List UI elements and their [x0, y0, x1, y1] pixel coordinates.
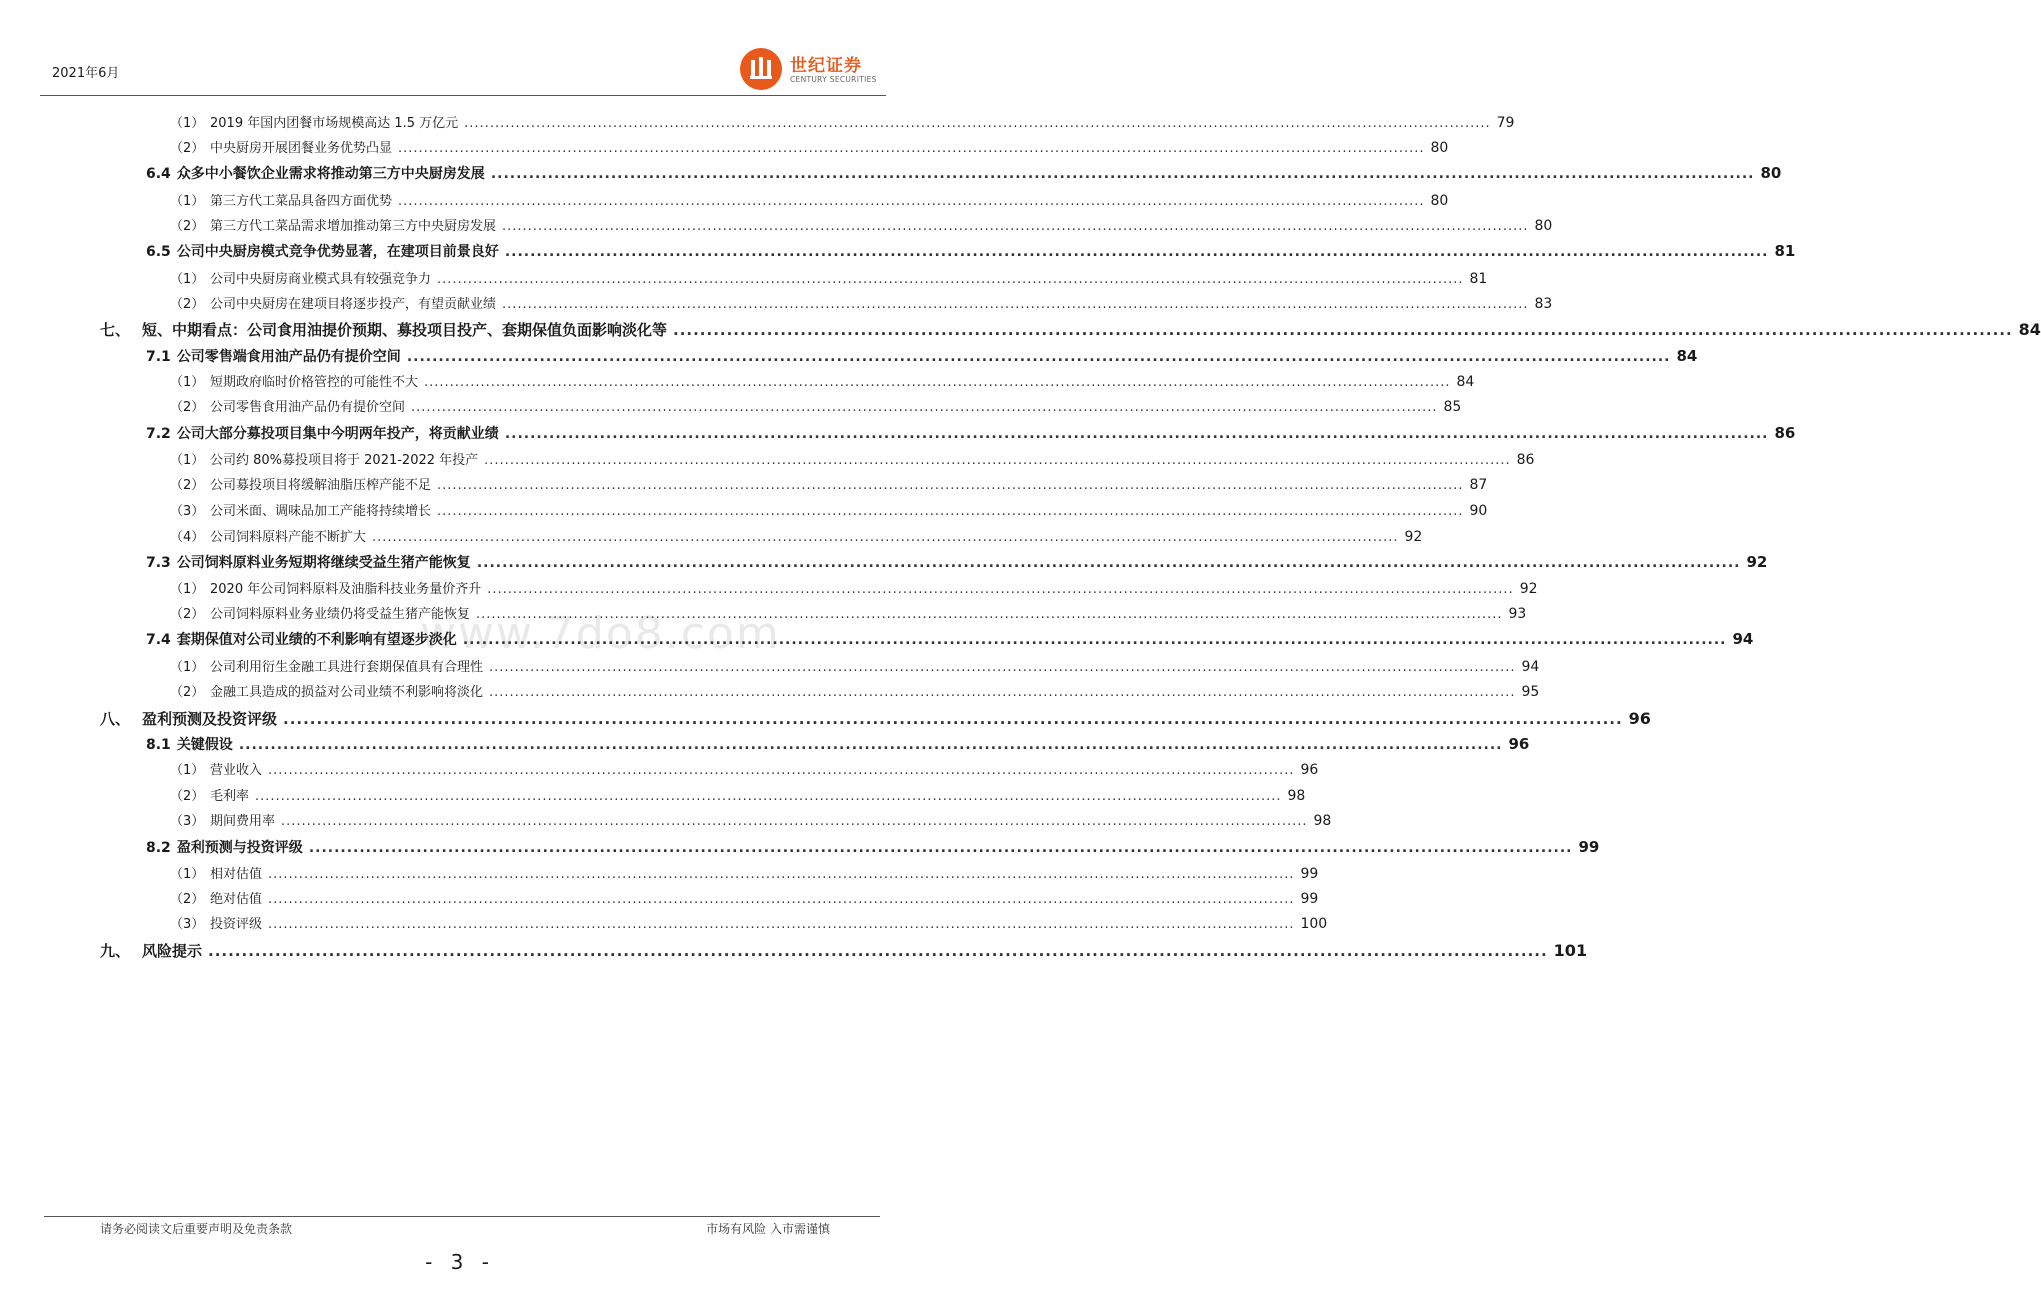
toc-entry[interactable]	[170, 137, 1449, 159]
toc-entry-title: 短期政府临时价格管控的可能性不大	[210, 375, 419, 390]
toc-entry-number: （2）	[170, 478, 205, 493]
toc-entry-page: 80	[1430, 140, 1449, 156]
toc-entry-page: 99	[1300, 866, 1319, 882]
toc-entry-number: （4）	[170, 530, 205, 545]
toc-entry-title: 公司利用衍生金融工具进行套期保值具有合理性	[210, 660, 484, 675]
toc-entry-number: 7.3	[146, 555, 171, 571]
toc-entry-title: 公司零售食用油产品仍有提价空间	[210, 400, 406, 415]
toc-dot-leader: ........................................................................................................................................................................................................	[476, 555, 1741, 571]
toc-entry-page: 81	[1469, 271, 1488, 287]
toc-entry[interactable]	[170, 449, 1535, 471]
toc-entry-title: 2020 年公司饲料原料及油脂科技业务量价齐升	[210, 582, 482, 597]
toc-entry[interactable]	[100, 708, 1651, 730]
toc-entry-title: 公司饲料原料产能不断扩大	[210, 530, 367, 545]
toc-entry-number: 8.1	[146, 737, 171, 753]
toc-entry-title: 公司中央厨房在建项目将逐步投产，有望贡献业绩	[210, 297, 497, 312]
toc-entry-number: （2）	[170, 607, 205, 622]
toc-dot-leader: ........................................................................................................................................................................................................	[464, 116, 1491, 131]
toc-entry-title: 中央厨房开展团餐业务优势凸显	[210, 141, 393, 156]
toc-dot-leader: ........................................................................................................................................................................................................	[476, 607, 1503, 622]
toc-entry-number: （2）	[170, 297, 205, 312]
toc-entry-number: （1）	[170, 194, 205, 209]
toc-entry[interactable]	[146, 163, 1782, 185]
toc-entry-number: （2）	[170, 892, 205, 907]
toc-entry-number: 八、	[100, 710, 131, 728]
toc-dot-leader: ........................................................................................................................................................................................................	[255, 789, 1282, 804]
toc-dot-leader: ........................................................................................................................................................................................................	[504, 244, 1769, 260]
toc-dot-leader: ........................................................................................................................................................................................................	[437, 504, 1464, 519]
toc-entry-number: （1）	[170, 763, 205, 778]
toc-entry-title: 绝对估值	[210, 892, 263, 907]
toc-dot-leader: ........................................................................................................................................................................................................	[268, 763, 1295, 778]
toc-entry[interactable]	[170, 913, 1328, 935]
toc-entry[interactable]	[170, 215, 1553, 237]
toc-entry-title: 公司募投项目将缓解油脂压榨产能不足	[210, 478, 432, 493]
toc-entry[interactable]	[146, 346, 1698, 368]
toc-entry-title: 期间费用率	[210, 814, 276, 829]
toc-dot-leader: ........................................................................................................................................................................................................	[208, 942, 1548, 960]
toc-entry[interactable]	[146, 241, 1796, 263]
toc-entry-title: 公司饲料原料业务业绩仍将受益生猪产能恢复	[210, 607, 471, 622]
toc-entry-page: 101	[1553, 941, 1588, 960]
toc-dot-leader: ........................................................................................................................................................................................................	[268, 917, 1295, 932]
toc-entry-number: （2）	[170, 141, 205, 156]
toc-entry-page: 84	[1676, 347, 1698, 365]
toc-entry-number: 7.2	[146, 426, 171, 442]
toc-entry[interactable]	[100, 940, 1588, 962]
toc-entry[interactable]	[146, 629, 1754, 651]
toc-dot-leader: ........................................................................................................................................................................................................	[484, 453, 1511, 468]
toc-dot-leader: ........................................................................................................................................................................................................	[502, 219, 1529, 234]
toc-entry-title: 关键假设	[176, 737, 233, 753]
toc-dot-leader: ........................................................................................................................................................................................................	[398, 194, 1425, 209]
toc-dot-leader: ........................................................................................................................................................................................................	[406, 349, 1671, 365]
toc-entry-page: 95	[1521, 684, 1540, 700]
toc-dot-leader: ........................................................................................................................................................................................................	[437, 272, 1464, 287]
toc-entry[interactable]	[170, 526, 1423, 548]
toc-dot-leader: ........................................................................................................................................................................................................	[424, 375, 1451, 390]
toc-entry[interactable]	[170, 474, 1488, 496]
logo-name-cn: 世纪证券	[790, 56, 862, 76]
toc-entry-number: （2）	[170, 685, 205, 700]
toc-entry-title: 公司中央厨房模式竞争优势显著，在建项目前景良好	[176, 244, 499, 260]
toc-entry-title: 短、中期看点：公司食用油提价预期、募投项目投产、套期保值负面影响淡化等	[142, 321, 668, 339]
toc-dot-leader: ........................................................................................................................................................................................................	[490, 166, 1755, 182]
toc-entry-number: （2）	[170, 789, 205, 804]
toc-entry[interactable]	[170, 759, 1319, 781]
toc-dot-leader: ........................................................................................................................................................................................................	[489, 685, 1516, 700]
toc-entry[interactable]	[170, 293, 1553, 315]
toc-entry[interactable]	[146, 734, 1530, 756]
toc-entry-number: 6.5	[146, 244, 171, 260]
toc-entry-page: 99	[1578, 838, 1600, 856]
toc-entry-number: （1）	[170, 272, 205, 287]
company-logo	[740, 48, 880, 90]
toc-entry[interactable]	[170, 863, 1319, 885]
toc-entry-title: 公司零售端食用油产品仍有提价空间	[176, 349, 401, 365]
toc-dot-leader: ........................................................................................................................................................................................................	[281, 814, 1308, 829]
toc-entry-number: （1）	[170, 660, 205, 675]
toc-entry-page: 96	[1300, 762, 1319, 778]
toc-dot-leader: ........................................................................................................................................................................................................	[489, 660, 1516, 675]
toc-entry-number: （3）	[170, 814, 205, 829]
toc-entry-title: 2019 年国内团餐市场规模高达 1.5 万亿元	[210, 116, 459, 131]
toc-entry-title: 公司大部分募投项目集中今明两年投产，将贡献业绩	[176, 426, 499, 442]
toc-entry-page: 98	[1313, 813, 1332, 829]
toc-entry-number: 九、	[100, 942, 131, 960]
toc-entry-title: 相对估值	[210, 867, 263, 882]
toc-entry[interactable]	[170, 371, 1475, 393]
toc-entry-page: 100	[1300, 916, 1328, 932]
toc-dot-leader: ........................................................................................................................................................................................................	[283, 710, 1623, 728]
toc-entry-page: 86	[1774, 424, 1796, 442]
toc-entry-number: 8.2	[146, 840, 171, 856]
toc-entry-number: （2）	[170, 400, 205, 415]
toc-entry[interactable]	[146, 552, 1768, 574]
toc-entry-number: （1）	[170, 375, 205, 390]
toc-dot-leader: ........................................................................................................................................................................................................	[238, 737, 1503, 753]
header-divider	[40, 95, 886, 96]
toc-dot-leader: ........................................................................................................................................................................................................	[673, 321, 2013, 339]
toc-entry-title: 公司约 80%募投项目将于 2021-2022 年投产	[210, 453, 479, 468]
toc-entry-title: 盈利预测及投资评级	[142, 710, 278, 728]
toc-dot-leader: ........................................................................................................................................................................................................	[268, 892, 1295, 907]
toc-entry-page: 86	[1516, 452, 1535, 468]
toc-entry[interactable]	[170, 785, 1306, 807]
watermark: www.7do8.com	[420, 608, 781, 659]
toc-dot-leader: ........................................................................................................................................................................................................	[462, 632, 1727, 648]
toc-dot-leader: ........................................................................................................................................................................................................	[437, 478, 1464, 493]
toc-entry-page: 98	[1287, 788, 1306, 804]
toc-entry-number: 七、	[100, 321, 131, 339]
toc-entry-page: 94	[1732, 630, 1754, 648]
toc-entry-number: （1）	[170, 453, 205, 468]
toc-entry-page: 85	[1443, 399, 1462, 415]
toc-entry-title: 盈利预测与投资评级	[176, 840, 303, 856]
toc-entry[interactable]	[170, 603, 1527, 625]
toc-entry-number: （1）	[170, 116, 205, 131]
toc-entry-page: 87	[1469, 477, 1488, 493]
toc-entry-number: （3）	[170, 504, 205, 519]
toc-entry[interactable]	[170, 112, 1515, 134]
toc-entry-page: 90	[1469, 503, 1488, 519]
toc-entry[interactable]	[170, 500, 1488, 522]
toc-entry-page: 92	[1746, 553, 1768, 571]
toc-entry[interactable]	[170, 578, 1538, 600]
toc-dot-leader: ........................................................................................................................................................................................................	[502, 297, 1529, 312]
toc-entry[interactable]	[170, 888, 1319, 910]
toc-entry-number: 7.1	[146, 349, 171, 365]
toc-entry[interactable]	[170, 190, 1449, 212]
toc-entry-title: 第三方代工菜品具备四方面优势	[210, 194, 393, 209]
toc-entry-title: 众多中小餐饮企业需求将推动第三方中央厨房发展	[176, 166, 485, 182]
toc-entry-title: 公司米面、调味品加工产能将持续增长	[210, 504, 432, 519]
toc-entry-page: 96	[1508, 735, 1530, 753]
toc-entry-title: 公司中央厨房商业模式具有较强竞争力	[210, 272, 432, 287]
toc-entry-title: 公司饲料原料业务短期将继续受益生猪产能恢复	[176, 555, 471, 571]
toc-entry-page: 99	[1300, 891, 1319, 907]
toc-entry-page: 80	[1430, 193, 1449, 209]
toc-dot-leader: ........................................................................................................................................................................................................	[411, 400, 1438, 415]
toc-entry[interactable]	[170, 656, 1540, 678]
logo-emblem-icon	[740, 48, 782, 90]
logo-name-en: CENTURY SECURITIES	[790, 75, 877, 84]
toc-entry-page: 94	[1521, 659, 1540, 675]
toc-entry-title: 毛利率	[210, 789, 250, 804]
toc-entry-number: （1）	[170, 867, 205, 882]
toc-entry-number: （1）	[170, 582, 205, 597]
toc-entry-number: 6.4	[146, 166, 171, 182]
report-date: 2021年6月	[52, 66, 120, 81]
toc-entry-title: 投资评级	[210, 917, 263, 932]
toc-entry-number: 7.4	[146, 632, 171, 648]
toc-entry-page: 79	[1496, 115, 1515, 131]
toc-dot-leader: ........................................................................................................................................................................................................	[398, 141, 1425, 156]
toc-dot-leader: ........................................................................................................................................................................................................	[487, 582, 1514, 597]
toc-entry-page: 92	[1404, 529, 1423, 545]
toc-dot-leader: ........................................................................................................................................................................................................	[268, 867, 1295, 882]
toc-entry[interactable]	[146, 837, 1600, 859]
toc-entry-title: 营业收入	[210, 763, 263, 778]
toc-entry[interactable]	[146, 423, 1796, 445]
toc-entry-page: 83	[1534, 296, 1553, 312]
toc-dot-leader: ........................................................................................................................................................................................................	[372, 530, 1399, 545]
toc-entry-page: 96	[1628, 709, 1651, 728]
toc-entry[interactable]	[170, 396, 1462, 418]
toc-entry-page: 81	[1774, 242, 1796, 260]
toc-entry-page: 93	[1508, 606, 1527, 622]
toc-entry-page: 84	[2018, 320, 2041, 339]
page-number: - 3 -	[425, 1250, 495, 1274]
toc-entry[interactable]	[170, 681, 1540, 703]
toc-entry-title: 第三方代工菜品需求增加推动第三方中央厨房发展	[210, 219, 497, 234]
toc-entry-page: 80	[1760, 164, 1782, 182]
risk-warning: 市场有风险 入市需谨慎	[706, 1222, 830, 1236]
toc-entry-page: 84	[1456, 374, 1475, 390]
toc-entry-title: 套期保值对公司业绩的不利影响有望逐步淡化	[176, 632, 457, 648]
toc-entry-title: 金融工具造成的损益对公司业绩不利影响将淡化	[210, 685, 484, 700]
toc-entry-page: 92	[1519, 581, 1538, 597]
toc-entry-number: （3）	[170, 917, 205, 932]
toc-entry-page: 80	[1534, 218, 1553, 234]
toc-dot-leader: ........................................................................................................................................................................................................	[308, 840, 1573, 856]
toc-entry[interactable]	[170, 810, 1332, 832]
disclaimer-note: 请务必阅读文后重要声明及免责条款	[100, 1222, 293, 1236]
toc-entry[interactable]	[100, 319, 2041, 341]
toc-dot-leader: ........................................................................................................................................................................................................	[504, 426, 1769, 442]
toc-entry-title: 风险提示	[142, 942, 203, 960]
footer-divider	[44, 1216, 880, 1217]
toc-entry[interactable]	[170, 268, 1488, 290]
toc-entry-number: （2）	[170, 219, 205, 234]
